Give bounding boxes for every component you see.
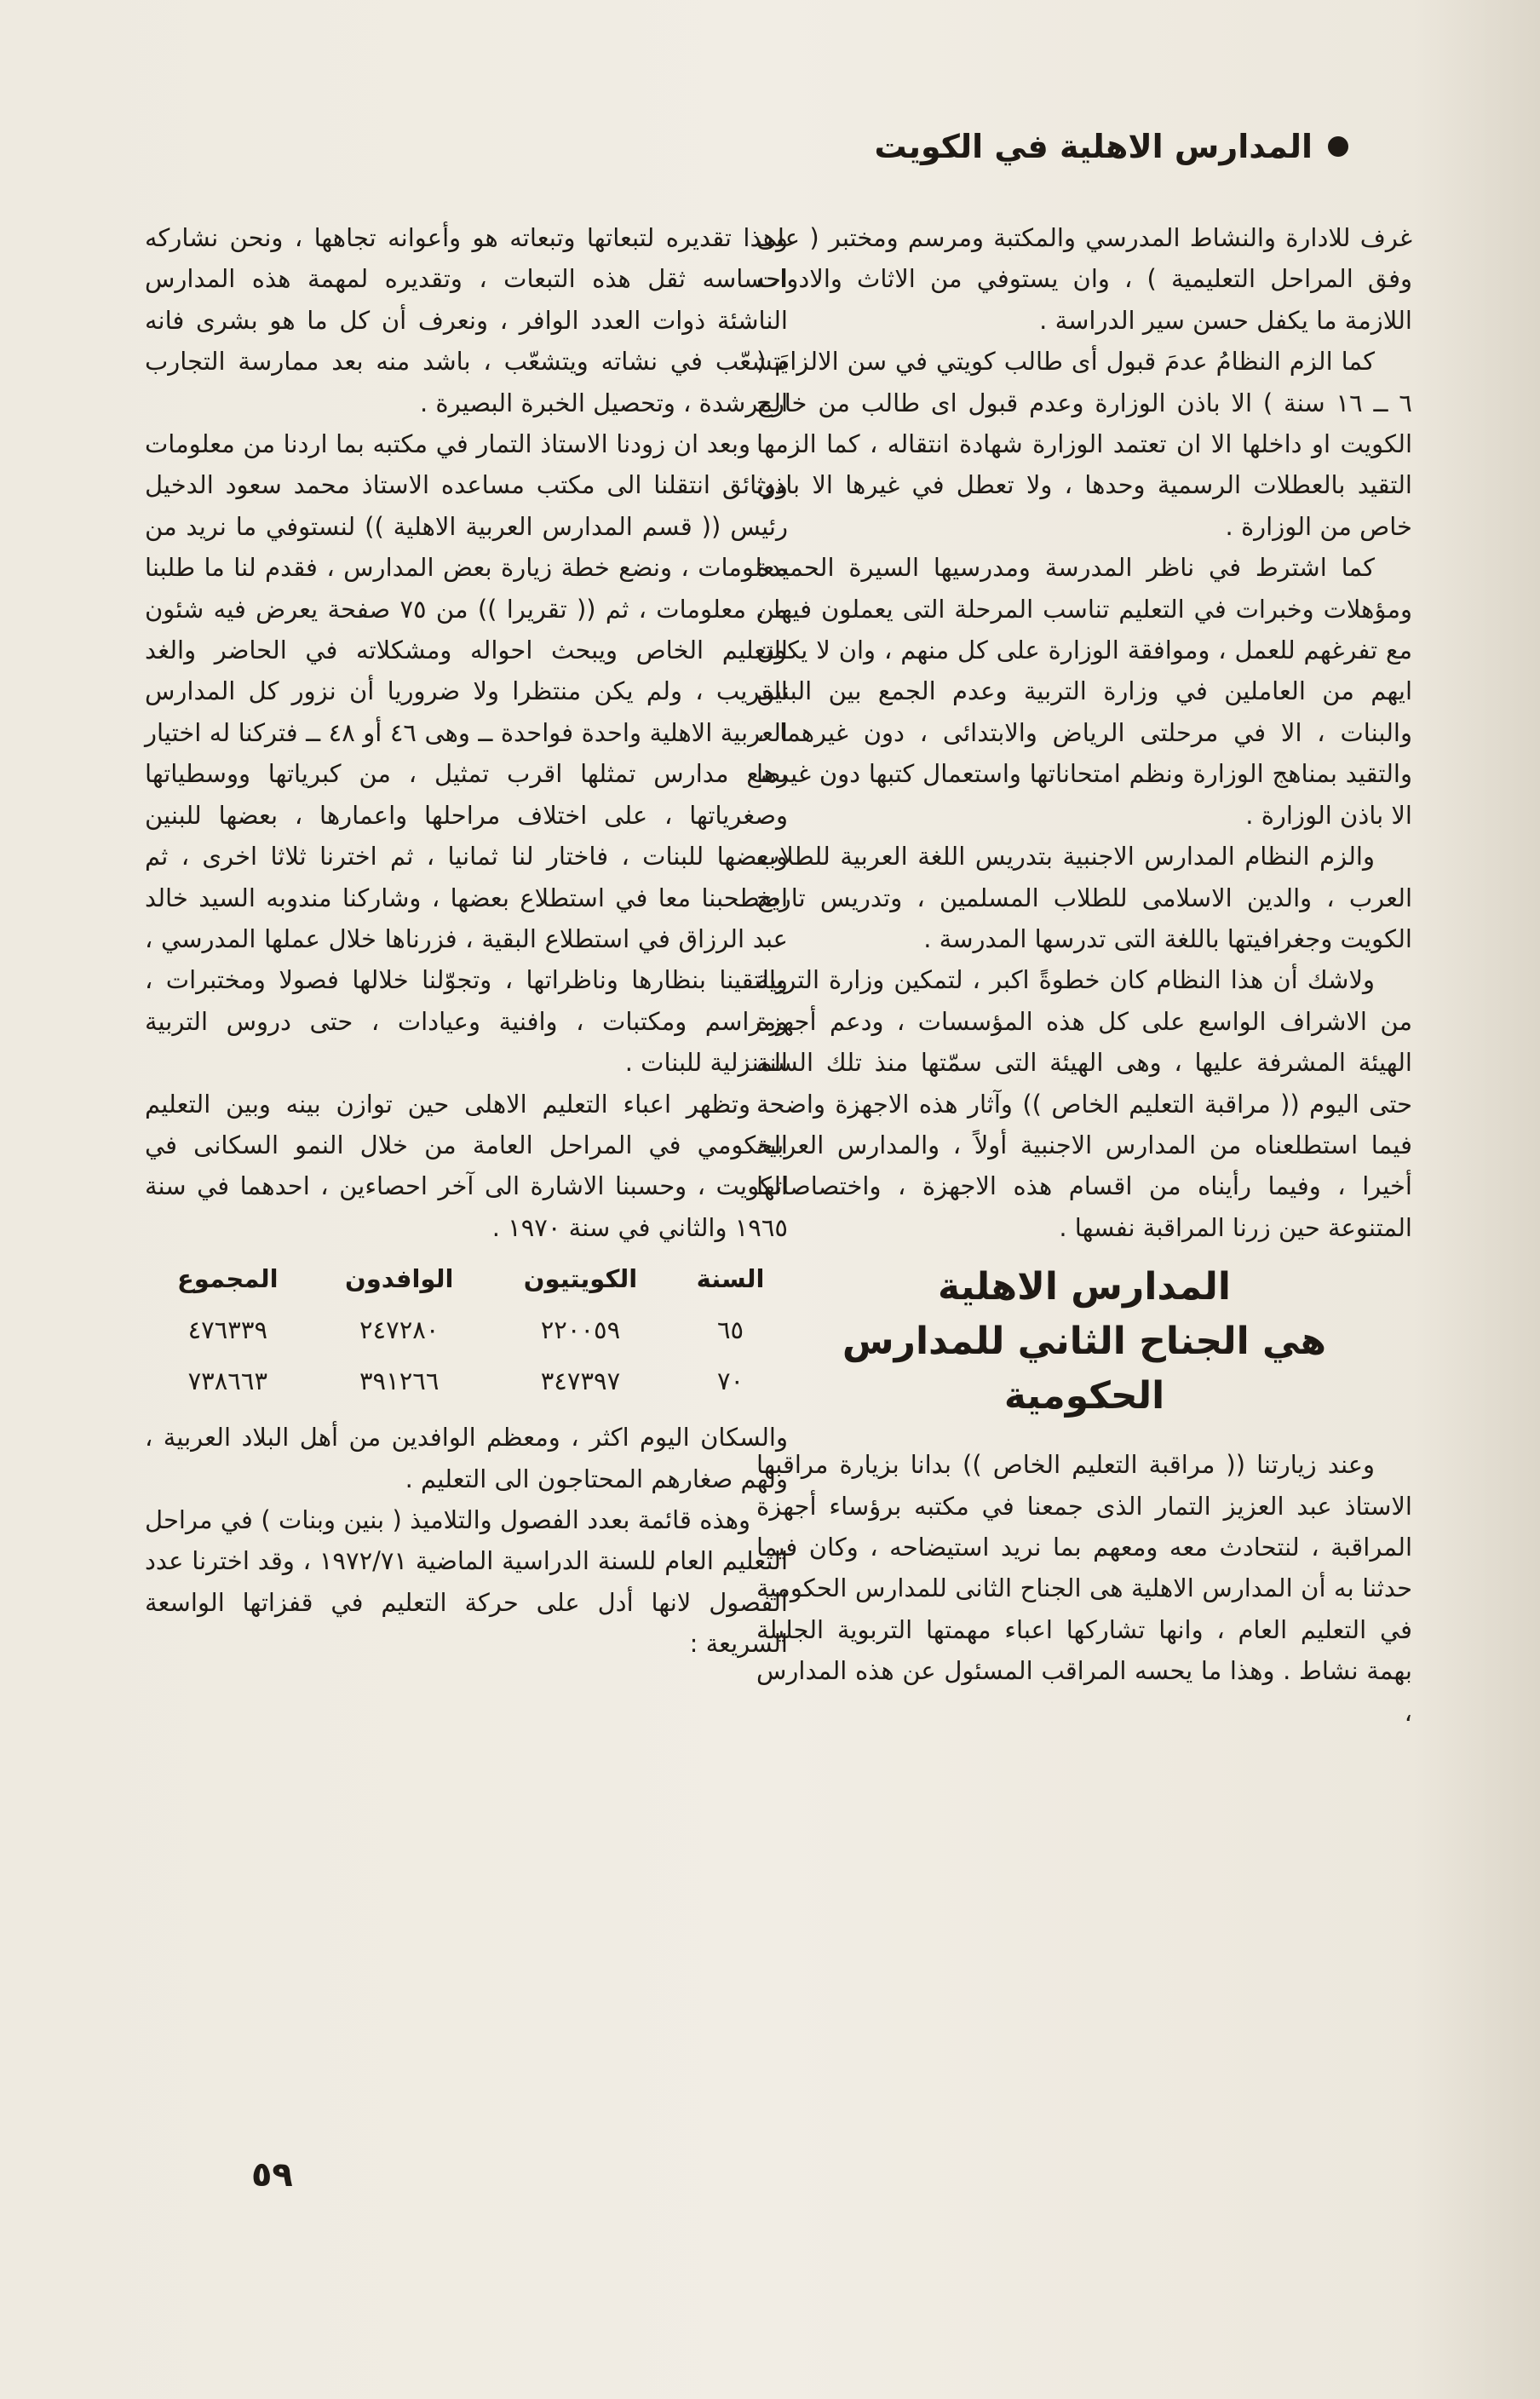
paragraph: كما الزم النظامُ عدمَ قبول أى طالب كويتي في سن الالزام ( ٦ ــ ١٦ سنة ) الا باذن الوزارة وعدم قبول اى طالب من خارج الكويت او داخلها الا ان تعتمد الوزارة شهادة انتقاله ، كما الزمها التقيد بالعطلات الرسمية وحدها ، ولا تعطل في غيرها الا باذن خاص من الوزارة . <box>756 347 1412 541</box>
paragraph: ولاشك أن هذا النظام كان خطوةً اكبر ، لتمكين وزارة التربية من الاشراف الواسع على كل هذه المؤسسات ، ودعم أجهزة الهيئة المشرفة عليها ، وهى الهيئة التى سمّتها منذ تلك السنة حتى اليوم (( مراقبة التعليم الخاص )) وآثار هذه الاجهزة واضحة فيما استطلعناه من المدارس الاجنبية أولاً ، والمدارس العربية أخيرا ، وفيما رأيناه من اقسام هذه الاجهزة ، واختصاصاتها المتنوعة حين زرنا المراقبة نفسها . <box>756 965 1412 1242</box>
table-cell: ٤٧٦٣٣٩ <box>187 1315 268 1345</box>
paragraph: وتظهر اعباء التعليم الاهلى حين توازن بينه وبين التعليم الحكومي في المراحل العامة من خلال النمو السكانى في الكويت ، وحسبنا الاشارة الى آخر احصاءين ، احدهما في سنة ١٩٦٥ والثاني في سنة ١٩٧٠ . <box>145 1089 788 1242</box>
section-heading-line2: هي الجناح الثاني للمدارس الحكومية <box>842 1320 1327 1418</box>
table-cell: ٧٠ <box>716 1366 744 1396</box>
right-column <box>756 217 1412 1733</box>
table-row <box>145 1355 788 1407</box>
table-cell: ٣٩١٢٦٦ <box>359 1366 440 1396</box>
table-cell: ٦٥ <box>716 1315 744 1345</box>
section-heading <box>756 1260 1412 1424</box>
page-edge-shadow <box>1412 0 1540 2399</box>
table-header: الوافدون <box>344 1264 454 1294</box>
table-row <box>145 1304 788 1355</box>
population-table <box>145 1253 788 1407</box>
paragraph: وهذه قائمة بعدد الفصول والتلاميذ ( بنين وبنات ) في مراحل التعليم العام للسنة الدراسية الماضية ١٩٧٢/٧١ ، وقد اخترنا عدد الفصول لانها أدل على حركة التعليم في قفزاتها الواسعة السريعة : <box>145 1504 788 1659</box>
table-cell: ٧٣٨٦٦٣ <box>187 1366 268 1396</box>
section-heading-line1: المدارس الاهلية <box>938 1265 1231 1309</box>
bullet-icon <box>1328 136 1348 157</box>
table-cell: ٢٢٠٠٥٩ <box>540 1315 621 1345</box>
table-header: السنة <box>696 1264 765 1294</box>
paragraph: وعند زيارتنا (( مراقبة التعليم الخاص )) بدانا بزيارة مراقبها الاستاذ عبد العزيز التمار الذى جمعنا في مكتبه برؤساء أجهزة المراقبة ، لنتحادث معه ومعهم بما نريد استيضاحه ، وكان فيما حدثنا به أن المدارس الاهلية هى الجناح الثانى للمدارس الحكومية في التعليم العام ، وانها تشاركها اعباء مهمتها التربوية الجليلة بهمة نشاط . وهذا ما يحسه المراقب المسئول عن هذه المدارس ، <box>756 1450 1412 1727</box>
table-header-row <box>145 1253 788 1304</box>
left-column <box>145 217 788 1665</box>
page-number: ٥٩ <box>251 2155 293 2195</box>
table-cell: ٣٤٧٣٩٧ <box>540 1366 621 1396</box>
paragraph: وبعد ان زودنا الاستاذ التمار في مكتبه بما اردنا من معلومات ووثائق انتقلنا الى مكتب مساعده الاستاذ محمد سعود الدخيل رئيس (( قسم المدارس العربية الاهلية )) لنستوفي ما نريد من معلومات ، ونضع خطة زيارة بعض المدارس ، فقدم لنا ما طلبنا من معلومات ، ثم (( تقريرا )) من ٧٥ صفحة يعرض فيه شئون التعليم الخاص ويبحث احواله ومشكلاته في الحاضر والغد القريب ، ولم يكن منتظرا ولا ضروريا أن نزور كل المدارس العربية الاهلية واحدة فواحدة ــ وهى ٤٦ أو ٤٨ ــ فتركنا له اختيار بضع مدارس تمثلها اقرب تمثيل ، من كبرياتها ووسطياتها وصغرياتها ، على اختلاف مراحلها واعمارها ، بعضها للبنين وبعضها للبنات ، فاختار لنا ثمانيا ، ثم اخترنا ثلاثا اخرى ، ثم اصطحبنا معا في استطلاع بعضها ، وشاركنا مندوبه السيد خالد عبد الرزاق في استطلاع البقية ، فزرناها خلال عملها المدرسي ، والتقينا بنظارها وناظراتها ، وتجوّلنا خلالها فصولا ومختبرات ، ومراسم ومكتبات ، وافنية وعيادات ، حتى دروس التربية المنزلية للبنات . <box>145 429 788 1078</box>
paragraph: وهذا تقديره لتبعاتها وتبعاته هو وأعوانه تجاهها ، ونحن نشاركه احساسه ثقل هذه التبعات ، وتقديره لمهمة هذه المدارس الناشئة ذوات العدد الوافر ، ونعرف أن كل ما هو بشرى فانه يَتشعّب في نشاته ويتشعّب ، باشد منه بعد ممارسة التجارب المرشدة ، وتحصيل الخبرة البصيرة . <box>145 223 788 417</box>
table-cell: ٢٤٧٢٨٠ <box>359 1315 440 1345</box>
paragraph: والزم النظام المدارس الاجنبية بتدريس اللغة العربية للطلاب العرب ، والدين الاسلامى للطلاب المسلمين ، وتدريس تاريخ الكويت وجغرافيتها باللغة التى تدرسها المدرسة . <box>756 842 1412 953</box>
running-header <box>874 128 1348 165</box>
paragraph: كما اشترط في ناظر المدرسة ومدرسيها السيرة الحميدة ومؤهلات وخبرات في التعليم تناسب المرحلة التى يعملون فيها ، مع تفرغهم للعمل ، وموافقة الوزارة على كل منهم ، وان لا يكون ايهم من العاملين في وزارة التربية وعدم الجمع بين البنين والبنات ، الا في مرحلتى الرياض والابتدائى ، دون غيرهما ، والتقيد بمناهج الوزارة ونظم امتحاناتها واستعمال كتبها دون غيرها الا باذن الوزارة . <box>756 553 1412 830</box>
table-header: الكويتيون <box>523 1264 638 1294</box>
paragraph: والسكان اليوم اكثر ، ومعظم الوافدين من أهل البلاد العربية ، ولهم صغارهم المحتاجون الى التعليم . <box>145 1423 788 1493</box>
table-header: المجموع <box>177 1264 279 1294</box>
paragraph: غرف للادارة والنشاط المدرسي والمكتبة ومرسم ومختبر ( على وفق المراحل التعليمية ) ، وان يستوفي من الاثاث والادوات اللازمة ما يكفل حسن سير الدراسة . <box>756 223 1412 335</box>
running-header-title: المدارس الاهلية في الكويت <box>874 128 1313 165</box>
